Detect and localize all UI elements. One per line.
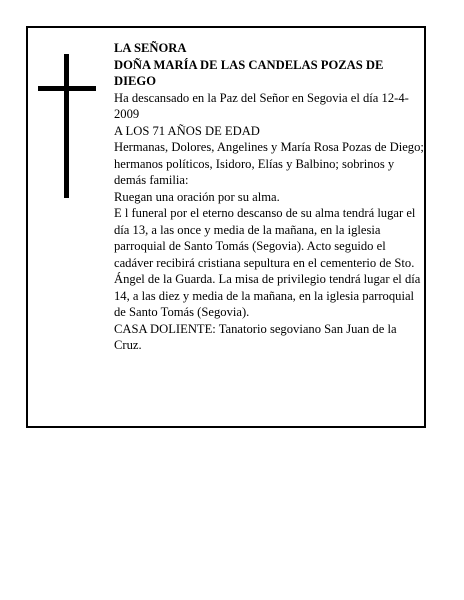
prayer-request: Ruegan una oración por su alma.	[114, 189, 280, 204]
cross-icon	[38, 54, 96, 198]
deceased-name: DOÑA MARÍA DE LAS CANDELAS POZAS DE DIEGO	[114, 57, 384, 88]
age-line: A LOS 71 AÑOS DE EDAD	[114, 123, 260, 138]
death-statement: Ha descansado en la Paz del Señor en Segovia el día 12-4-2009	[114, 90, 409, 121]
family-list: Hermanas, Dolores, Angelines y María Rosa Pozas de Diego; hermanos políticos, Isidoro, Elías y Balbino; sobrinos y demás familia:	[114, 140, 424, 187]
funeral-details: E l funeral por el eterno descanso de su alma tendrá lugar el día 13, a las once y media de la mañana, en la iglesia parroquial de Santo Tomás (Segovia). Acto seguido el cadáver recibirá cristiana sepultura en el cementerio de Sto. Ángel de la Guarda. La misa de privilegio tendrá lugar el día 14, a las diez y media de la mañana, en la iglesia parroquial de Santo Tomás (Segovia).	[114, 206, 421, 319]
notice-heading: LA SEÑORA	[114, 41, 187, 55]
mourning-house: CASA DOLIENTE: Tanatorio segoviano San Juan de la Cruz.	[114, 321, 397, 352]
obituary-notice	[26, 26, 426, 428]
notice-body	[114, 40, 426, 354]
cross-horizontal-bar	[38, 86, 96, 91]
cross-vertical-bar	[64, 54, 69, 198]
